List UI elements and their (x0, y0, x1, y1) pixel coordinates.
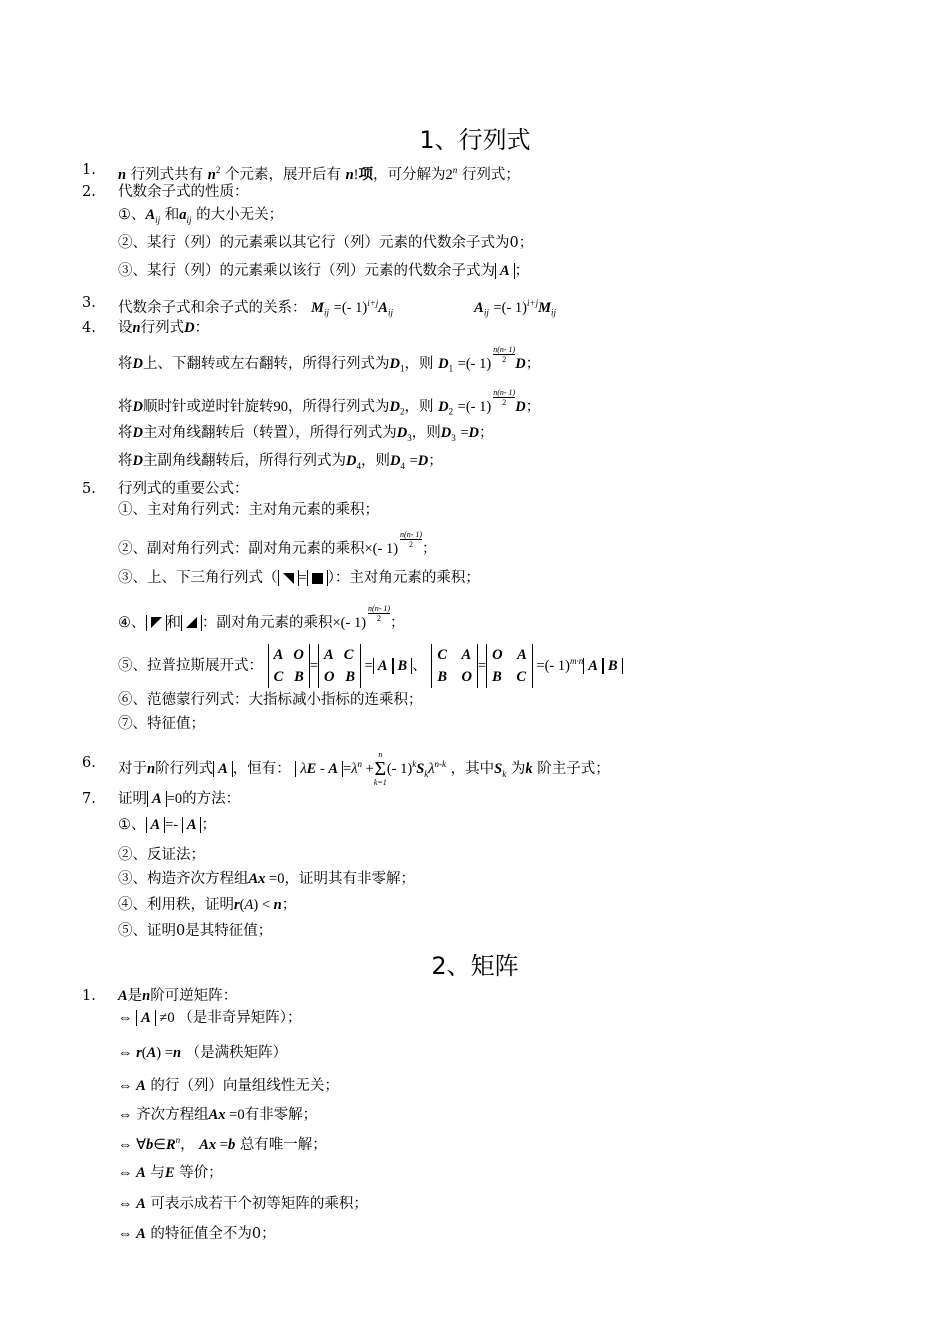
item-2-p1: ①、$A_{ij}$ 和$a_{ij}$ 的大小无关； (118, 207, 284, 225)
equiv-8: ⇔ A 的特征值全不为0； (118, 1226, 276, 1242)
anti-lower-triangle-icon (186, 617, 197, 628)
item-7-p3: ③、构造齐次方程组Ax =0，证明其有非零解； (118, 871, 415, 887)
item-7: 7. 证明 A =0的方法： (82, 791, 241, 807)
equiv-7: ⇔ A 可表示成若干个初等矩阵的乘积； (118, 1196, 368, 1212)
matrix-item-1: 1. A是n阶可逆矩阵： (82, 988, 238, 1004)
item-7-p2: ②、反证法； (118, 847, 205, 863)
item-6: 6. 对于n阶行列式 A ，恒有： $\lambda E - A =\lambda^n$ + n Σ k=1 (- $1)^kS_k\lambda^{n-k}$ ，其中$S_k$ 为k 阶主子式； (82, 750, 610, 787)
item-3: 3. 代数余子式和余子式的关系： $M_{ij}$ =(- $1)^{i+j}A_{ij}$ $A_{ij}$ =(- $1)^{i+j}M_{ij}$ (82, 295, 557, 318)
item-4: 4. 设n行列式D： (82, 320, 210, 336)
item-2-p2: ②、某行（列）的元素乘以其它行（列）元素的代数余子式为0； (118, 235, 534, 251)
lower-triangle-icon (312, 573, 323, 584)
item-2: 2. 代数余子式的性质： (82, 184, 249, 200)
equiv-2: ⇔ r(A) =n （是满秩矩阵） (118, 1045, 288, 1061)
item-4-line2: 将D顺时针或逆时针旋转90，所得行列式为$D_2$，则 $D_2$ =(- 1) $\frac{n(n- 1)}{2}$ D； (118, 388, 541, 417)
equiv-5: ⇔ $\forall b\in R^n$， Ax =b 总有唯一解； (118, 1135, 327, 1153)
item-7-p4: ④、利用秩，证明r(A) < n； (118, 897, 297, 913)
item-5-p6: ⑥、范德蒙行列式：大指标减小指标的连乘积； (118, 692, 423, 708)
anti-upper-triangle-icon (151, 617, 162, 628)
item-5-p7: ⑦、特征值； (118, 716, 205, 732)
section-title-determinant: 1、行列式 (419, 126, 531, 154)
item-4-line4: 将D主副角线翻转后，所得行列式为$D_4$，则$D_4 =D$； (118, 453, 443, 471)
item-1: 1. n 行列式共有 $n^2$ 个元素，展开后有 n!项，可分解为2$^n$ 行列式； (82, 162, 520, 183)
equiv-6: ⇔ A 与E 等价； (118, 1165, 223, 1181)
item-5-p2: ②、副对角行列式：副对角元素的乘积×(- 1) $\frac{n(n- 1)}{2}$ ； (118, 530, 437, 557)
item-5-p1: ①、主对角行列式：主对角元素的乘积； (118, 502, 379, 518)
item-5: 5. 行列式的重要公式： (82, 481, 249, 497)
item-4-line1: 将D上、下翻转或左右翻转，所得行列式为$D_1$，则 $D_1$ =(- 1) $\frac{n(n- 1)}{2}$ D； (118, 345, 541, 374)
item-5-p5: ⑤、拉普拉斯展开式： A O C B = A C O B = A B 、 C A B O = O A B C =(- 1)$^{m\cdot n}$ A B (118, 636, 623, 691)
equiv-3: ⇔ A 的行（列）向量组线性无关； (118, 1078, 339, 1094)
item-2-p3: ③、某行（列）的元素乘以该行（列）元素的代数余子式为 A ； (118, 263, 530, 279)
item-7-p5: ⑤、证明0是其特征值； (118, 923, 273, 939)
item-7-p1: ①、 A =- A ； (118, 817, 216, 833)
item-5-p3: ③、上、下三角行列式（ = ）：主对角元素的乘积； (118, 570, 480, 586)
item-4-line3: 将D主对角线翻转后（转置），所得行列式为$D_3$，则$D_3 =D$； (118, 425, 494, 443)
item-5-p4: ④、 和 ：副对角元素的乘积×(- 1) $\frac{n(n- 1)}{2}$ ； (118, 604, 405, 631)
equiv-1: ⇔ A ≠0 （是非奇异矩阵）； (118, 1010, 302, 1026)
upper-triangle-icon (283, 573, 294, 584)
section-title-matrix: 2、矩阵 (431, 952, 519, 980)
equiv-4: ⇔ 齐次方程组Ax =0有非零解； (118, 1107, 318, 1123)
